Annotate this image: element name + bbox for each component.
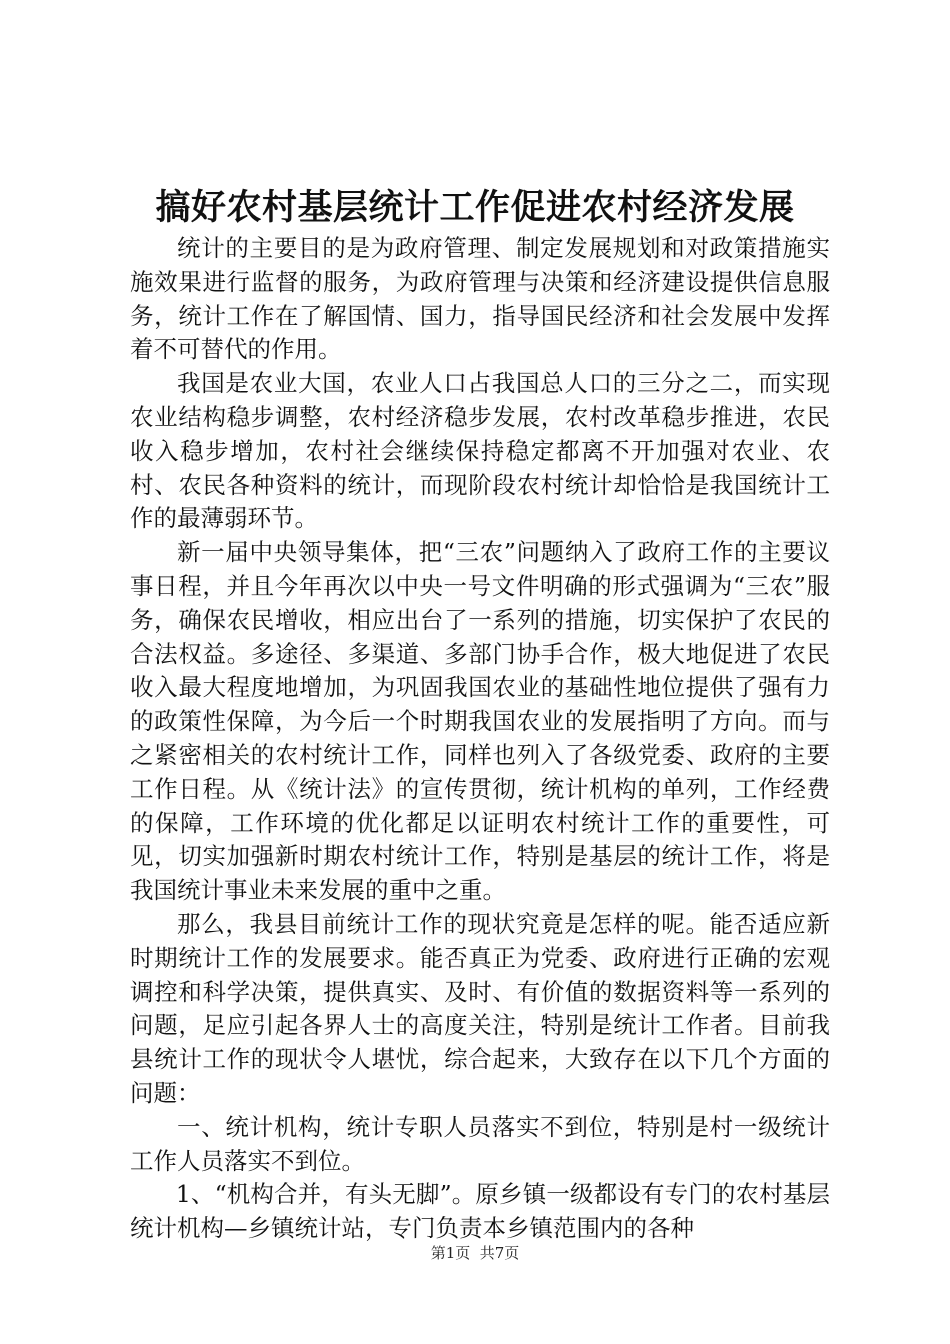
paragraph: 新一届中央领导集体，把“三农”问题纳入了政府工作的主要议事日程，并且今年再次以中央一号文件明确的形式强调为“三农”服务，确保农民增收，相应出台了一系列的措施，切实保护了农民的合法权益。多途径、多渠道、多部门协手合作，极大地促进了农民收入最大程度地增加，为巩固我国农业的基础性地位提供了强有力的政策性保障，为今后一个时期我国农业的发展指明了方向。而与之紧密相关的农村统计工作，同样也列入了各级党委、政府的主要工作日程。从《统计法》的宣传贯彻，统计机构的单列，工作经费的保障，工作环境的优化都足以证明农村统计工作的重要性，可见，切实加强新时期农村统计工作，特别是基层的统计工作，将是我国统计事业未来发展的重中之重。 [130, 538, 830, 905]
page-number-label: 第1页 共7页 [430, 1244, 520, 1262]
document-title: 搞好农村基层统计工作促进农村经济发展 [155, 188, 795, 228]
paragraph: 统计的主要目的是为政府管理、制定发展规划和对政策措施实施效果进行监督的服务，为政府管理与决策和经济建设提供信息服务，统计工作在了解国情、国力，指导国民经济和社会发展中发挥着不可替代的作用。 [130, 234, 830, 364]
paragraph: 我国是农业大国，农业人口占我国总人口的三分之二，而实现农业结构稳步调整，农村经济稳步发展，农村改革稳步推进，农民收入稳步增加，农村社会继续保持稳定都离不开加强对农业、农村、农民各种资料的统计，而现阶段农村统计却恰恰是我国统计工作的最薄弱环节。 [130, 369, 830, 533]
numbered-item-paragraph: 1、“机构合并，有头无脚”。原乡镇一级都设有专门的农村基层统计机构—乡镇统计站，专门负责本乡镇范围内的各种 [130, 1180, 830, 1243]
paragraph: 那么，我县目前统计工作的现状究竟是怎样的呢。能否适应新时期统计工作的发展要求。能否真正为党委、政府进行正确的宏观调控和科学决策，提供真实、及时、有价值的数据资料等一系列的问题，足应引起各界人士的高度关注，特别是统计工作者。目前我县统计工作的现状令人堪忧，综合起来，大致存在以下几个方面的问题： [130, 909, 830, 1107]
page-footer [0, 1243, 950, 1263]
document-body [130, 232, 830, 1246]
section-heading-paragraph: 一、统计机构，统计专职人员落实不到位，特别是村一级统计工作人员落实不到位。 [130, 1112, 830, 1175]
